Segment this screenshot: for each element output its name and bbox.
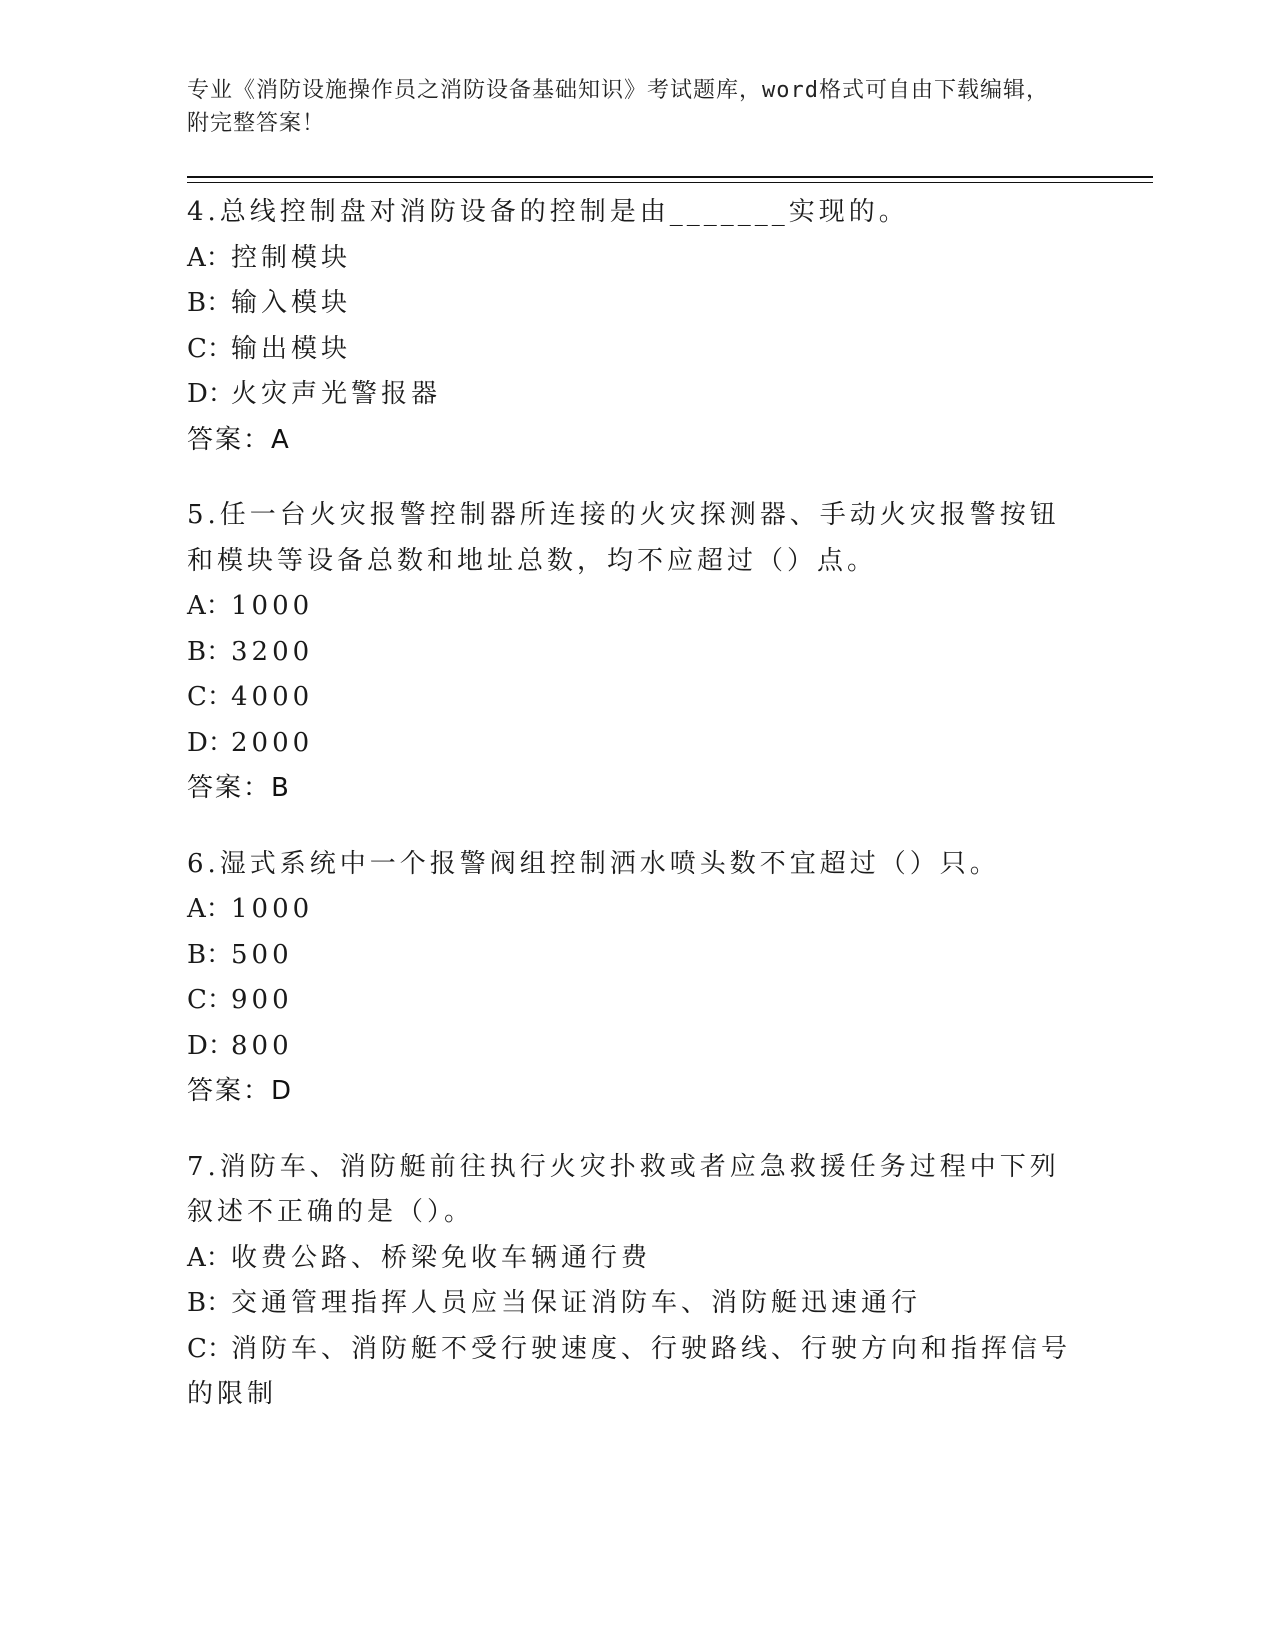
option-key: C： [187, 682, 233, 712]
question-stem: 6.湿式系统中一个报警阀组控制洒水喷头数不宜超过（）只。 [187, 848, 1000, 879]
question-list [187, 190, 1087, 1448]
question-stem: 7.消防车、消防艇前往执行火灾扑救或者应急救援任务过程中下列叙述不正确的是（）。 [187, 1151, 1060, 1227]
answer-line: 答案：A [187, 424, 291, 455]
option-text: 输入模块 [231, 288, 352, 318]
option-text: 控制模块 [231, 242, 352, 273]
option-key: A： [187, 894, 232, 924]
option-key: D： [187, 379, 234, 409]
option-key: B： [187, 939, 233, 970]
question-7 [187, 1145, 1087, 1418]
option-a [187, 1236, 1087, 1282]
question-stem: 4.总线控制盘对消防设备的控制是由_______实现的。 [187, 197, 909, 227]
question-6 [187, 842, 1087, 1115]
option-b [187, 1281, 1087, 1327]
answer-line: 答案：D [187, 1076, 294, 1106]
option-key: D： [187, 727, 234, 758]
question-stem: 5.任一台火灾报警控制器所连接的火灾探测器、手动火灾报警按钮和模块等设备总数和地址总数，均不应超过（）点。 [187, 500, 1060, 576]
question-4 [187, 190, 1087, 463]
option-b [187, 281, 1087, 327]
option-key: C： [187, 333, 233, 364]
document-intro: 专业《消防设施操作员之消防设备基础知识》考试题库，word格式可自由下载编辑，附完整答案！ [187, 78, 1049, 136]
header-rule-thick [187, 176, 1153, 178]
option-a [187, 584, 1087, 630]
option-key: A： [187, 1242, 232, 1273]
option-a [187, 236, 1087, 282]
option-c [187, 327, 1087, 373]
answer-line: 答案：B [187, 773, 291, 803]
option-text: 900 [231, 985, 293, 1015]
option-key: D： [187, 1030, 234, 1061]
header-rule-thin [187, 182, 1153, 183]
option-text: 1000 [231, 591, 314, 621]
option-key: C： [187, 1333, 233, 1364]
option-text: 2000 [231, 727, 314, 758]
option-text: 4000 [231, 682, 314, 712]
option-text: 500 [231, 939, 293, 970]
option-d [187, 372, 1087, 418]
option-d [187, 721, 1087, 767]
option-d [187, 1024, 1087, 1070]
option-text: 800 [231, 1030, 293, 1061]
option-text: 收费公路、桥梁免收车辆通行费 [231, 1242, 652, 1273]
option-b [187, 630, 1087, 676]
option-key: A： [187, 242, 232, 273]
option-c [187, 978, 1087, 1024]
option-c [187, 1327, 1087, 1418]
option-key: C： [187, 985, 233, 1015]
option-b [187, 933, 1087, 979]
option-a [187, 887, 1087, 933]
option-c [187, 675, 1087, 721]
option-text: 3200 [231, 636, 314, 667]
option-text: 消防车、消防艇不受行驶速度、行驶路线、行驶方向和指挥信号的限制 [187, 1333, 1072, 1409]
option-text: 交通管理指挥人员应当保证消防车、消防艇迅速通行 [231, 1288, 922, 1318]
option-key: B： [187, 288, 233, 318]
option-text: 1000 [231, 894, 314, 924]
option-key: A： [187, 591, 232, 621]
question-5 [187, 493, 1087, 812]
option-text: 输出模块 [231, 333, 352, 364]
option-key: B： [187, 1288, 233, 1318]
option-key: B： [187, 636, 233, 667]
option-text: 火灾声光警报器 [231, 379, 442, 409]
